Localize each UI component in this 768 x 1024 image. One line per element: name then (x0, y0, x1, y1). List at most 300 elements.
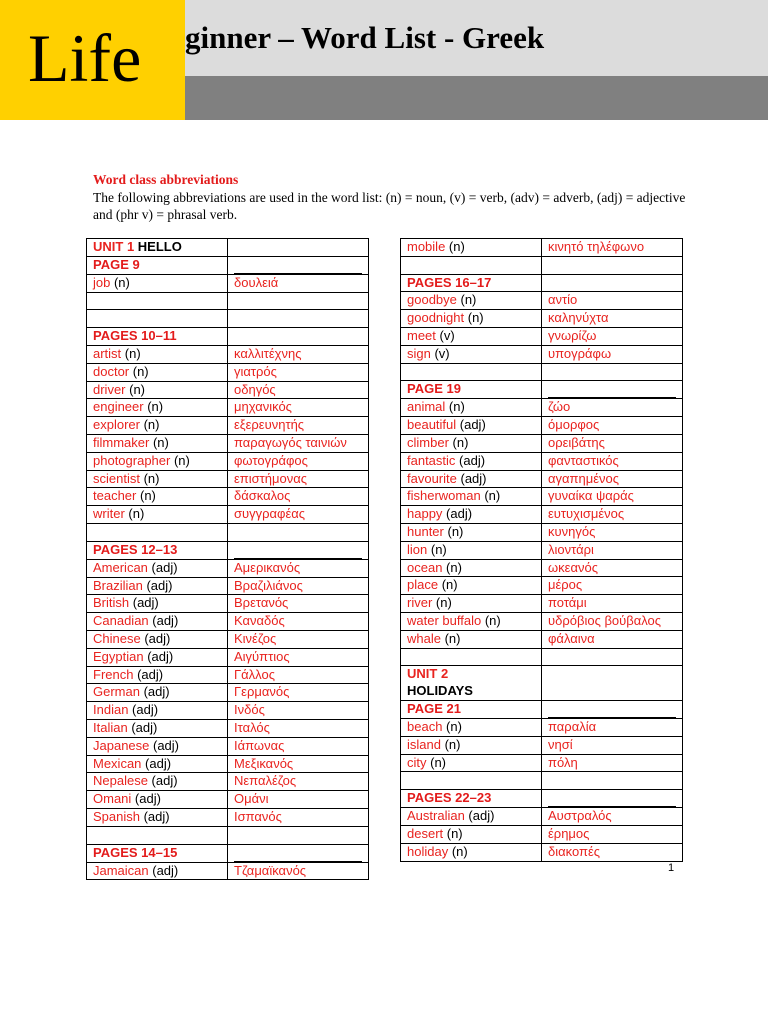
greek-translation: Τζαμαϊκανός (234, 862, 307, 878)
word-class: (n) (456, 292, 477, 308)
translation-cell (228, 684, 369, 702)
english-word: French (93, 666, 134, 682)
english-word: favourite (407, 470, 457, 486)
table-row (401, 488, 683, 506)
table-row (401, 310, 683, 328)
table-row (87, 363, 369, 381)
term-cell (87, 292, 228, 310)
word-class: (n) (438, 577, 458, 593)
greek-translation: Ιάπωνας (234, 737, 285, 753)
term-cell (401, 595, 542, 613)
table-row (87, 719, 369, 737)
term-cell (401, 772, 542, 790)
translation-cell (228, 862, 369, 880)
translation-cell (542, 577, 683, 595)
term-cell (401, 381, 542, 399)
word-class: (v) (430, 345, 450, 361)
translation-cell (542, 256, 683, 274)
translation-cell (228, 702, 369, 720)
term-cell (87, 666, 228, 684)
greek-translation: Αμερικανός (234, 559, 301, 575)
greek-translation: Βραζιλιάνος (234, 577, 303, 593)
table-row (87, 666, 369, 684)
term-cell (401, 523, 542, 541)
translation-cell (542, 700, 683, 718)
word-table-left (86, 238, 369, 880)
greek-translation: διακοπές (548, 843, 601, 859)
word-class: (adj) (143, 648, 174, 664)
translation-cell (228, 363, 369, 381)
english-word: writer (93, 506, 125, 522)
table-row (87, 630, 369, 648)
term-cell (401, 488, 542, 506)
page-number: 1 (668, 862, 675, 874)
underline (548, 790, 676, 807)
english-word: Jamaican (93, 862, 149, 878)
term-cell (87, 773, 228, 791)
translation-cell (542, 630, 683, 648)
term-cell (401, 577, 542, 595)
greek-translation: έρημος (548, 825, 590, 841)
translation-cell (228, 826, 369, 844)
word-class: (adj) (464, 808, 495, 824)
greek-translation: υπογράφω (548, 345, 612, 361)
greek-translation: αγαπημένος (548, 470, 620, 486)
word-class: (n) (464, 310, 484, 326)
table-row (401, 790, 683, 808)
term-cell (401, 363, 542, 381)
word-class: (adj) (442, 506, 473, 522)
greek-translation: επιστήμονας (234, 470, 308, 486)
term-cell (87, 452, 228, 470)
word-class: (n) (440, 630, 461, 646)
translation-cell (542, 559, 683, 577)
greek-translation: καληνύχτα (548, 310, 609, 326)
term-cell (87, 844, 228, 862)
table-row (401, 239, 683, 257)
greek-translation: ορειβάτης (548, 434, 605, 450)
term-cell (87, 791, 228, 809)
word-class: (n) (442, 559, 462, 575)
word-class: (adj) (131, 791, 161, 807)
term-cell (401, 434, 542, 452)
english-word: explorer (93, 417, 140, 433)
greek-translation: γνωρίζω (548, 327, 597, 343)
translation-cell (228, 417, 369, 435)
english-word: beautiful (407, 417, 457, 433)
table-row (401, 363, 683, 381)
term-cell (87, 274, 228, 292)
english-word: artist (93, 345, 122, 361)
english-word: island (407, 736, 441, 752)
translation-cell (228, 381, 369, 399)
word-class: (n) (149, 434, 169, 450)
word-class: (adj) (129, 595, 159, 611)
term-cell (87, 862, 228, 880)
table-row (401, 630, 683, 648)
translation-cell (542, 825, 683, 843)
translation-cell (542, 274, 683, 292)
underline (234, 845, 362, 862)
term-cell (87, 239, 228, 257)
term-cell (401, 417, 542, 435)
underline (548, 701, 676, 718)
underline (548, 381, 676, 398)
table-row (401, 452, 683, 470)
english-word: British (93, 595, 130, 611)
table-row (401, 327, 683, 345)
word-class: (adj) (456, 417, 486, 433)
translation-cell (542, 595, 683, 613)
word-class: (n) (136, 488, 156, 504)
english-word: lion (407, 541, 428, 557)
word-class: (n) (480, 488, 501, 504)
table-row (87, 791, 369, 809)
page-heading: PAGES 22–23 (407, 790, 492, 806)
word-class: (n) (448, 434, 469, 450)
term-cell (401, 274, 542, 292)
english-word: German (93, 684, 140, 700)
table-row (401, 808, 683, 826)
word-class: (adj) (142, 577, 173, 593)
greek-translation: δάσκαλος (234, 488, 291, 504)
table-row (401, 434, 683, 452)
word-class: (n) (481, 612, 501, 628)
term-cell (87, 434, 228, 452)
table-row (401, 772, 683, 790)
translation-cell (542, 239, 683, 257)
table-row (87, 577, 369, 595)
word-class: (v) (435, 327, 455, 343)
table-row (87, 595, 369, 613)
translation-cell (542, 363, 683, 381)
translation-cell (228, 737, 369, 755)
translation-cell (228, 577, 369, 595)
translation-cell (228, 310, 369, 328)
translation-cell (228, 541, 369, 559)
term-cell (401, 345, 542, 363)
term-cell (401, 808, 542, 826)
english-word: filmmaker (93, 434, 150, 450)
word-class: (adj) (147, 559, 178, 575)
table-row (87, 239, 369, 257)
table-row (401, 754, 683, 772)
translation-cell (542, 434, 683, 452)
translation-cell (228, 719, 369, 737)
term-cell (87, 737, 228, 755)
term-cell (87, 702, 228, 720)
translation-cell (542, 381, 683, 399)
term-cell (87, 630, 228, 648)
table-row (87, 506, 369, 524)
greek-translation: κινητό τηλέφωνο (548, 239, 645, 254)
table-row (401, 381, 683, 399)
word-class: (n) (110, 274, 130, 290)
greek-translation: νησί (548, 736, 573, 752)
term-cell (401, 239, 542, 257)
table-row (87, 541, 369, 559)
word-class: (n) (443, 523, 464, 539)
term-cell (87, 399, 228, 417)
term-cell (87, 523, 228, 541)
word-class: (n) (448, 843, 468, 859)
table-row (87, 328, 369, 346)
table-row (87, 470, 369, 488)
term-cell (87, 345, 228, 363)
term-cell (87, 381, 228, 399)
term-cell (87, 559, 228, 577)
underline (234, 542, 362, 559)
greek-translation: Ινδός (234, 702, 265, 718)
translation-cell (228, 399, 369, 417)
translation-cell (228, 595, 369, 613)
word-class: (n) (139, 417, 160, 433)
translation-cell (542, 506, 683, 524)
translation-cell (542, 736, 683, 754)
greek-translation: γυναίκα ψαράς (548, 488, 634, 504)
greek-translation: ωκεανός (548, 559, 598, 575)
word-class: (n) (125, 381, 146, 397)
table-row (401, 292, 683, 310)
translation-cell (542, 310, 683, 328)
term-cell (401, 736, 542, 754)
translation-cell (228, 630, 369, 648)
translation-cell (228, 808, 369, 826)
term-cell (87, 826, 228, 844)
translation-cell (542, 808, 683, 826)
english-word: Nepalese (93, 773, 148, 789)
english-word: happy (407, 506, 443, 522)
translation-cell (542, 666, 683, 701)
greek-translation: Νεπαλέζος (234, 773, 297, 789)
table-row (401, 417, 683, 435)
word-class: (n) (124, 506, 145, 522)
word-class: (adj) (141, 755, 172, 771)
term-cell (87, 506, 228, 524)
abbreviations-text: The following abbreviations are used in the word list: (n) = noun, (v) = verb, (adv) = adverb, (adj) = adjective and (phr v) = phrasal verb. (93, 190, 686, 222)
table-row (87, 417, 369, 435)
logo-text: Life (28, 20, 142, 96)
term-cell (401, 292, 542, 310)
translation-cell (542, 541, 683, 559)
table-row (401, 612, 683, 630)
term-cell (87, 808, 228, 826)
translation-cell (542, 399, 683, 417)
table-row (401, 595, 683, 613)
table-row (401, 399, 683, 417)
underline (234, 257, 362, 274)
greek-translation: Αιγύπτιος (234, 648, 290, 664)
translation-cell (228, 452, 369, 470)
english-word: climber (407, 434, 449, 450)
table-row (401, 470, 683, 488)
term-cell (401, 399, 542, 417)
translation-cell (228, 844, 369, 862)
word-table-right (400, 238, 683, 862)
life-logo (0, 0, 185, 120)
word-class: (n) (443, 825, 463, 841)
term-cell (401, 541, 542, 559)
english-word: hunter (407, 523, 444, 539)
greek-translation: δουλειά (234, 274, 279, 290)
greek-translation: παραγωγός ταινιών (234, 434, 347, 450)
greek-translation: πόλη (548, 754, 578, 770)
english-word: meet (407, 327, 436, 343)
table-row (401, 825, 683, 843)
translation-cell (228, 239, 369, 257)
term-cell (87, 363, 228, 381)
word-class: (n) (143, 399, 164, 415)
table-row (87, 256, 369, 274)
page-heading: PAGE 9 (93, 256, 140, 272)
word-class: (adj) (139, 684, 170, 700)
term-cell (401, 630, 542, 648)
translation-cell (542, 345, 683, 363)
translation-cell (228, 648, 369, 666)
greek-translation: οδηγός (234, 381, 276, 397)
greek-translation: Κινέζος (234, 630, 277, 646)
page-heading: PAGE 19 (407, 381, 461, 397)
table-row (87, 274, 369, 292)
translation-cell (228, 506, 369, 524)
word-class: (adj) (148, 613, 179, 629)
table-row (87, 613, 369, 631)
word-class: (adj) (133, 666, 164, 682)
english-word: job (93, 274, 111, 290)
translation-cell (542, 772, 683, 790)
english-word: water buffalo (407, 612, 482, 628)
translation-cell (542, 843, 683, 861)
translation-cell (542, 452, 683, 470)
table-row (87, 862, 369, 880)
unit-number: UNIT 2 (407, 666, 449, 682)
table-row (87, 702, 369, 720)
unit-title: HOLIDAYS (407, 683, 473, 699)
english-word: Japanese (93, 737, 150, 753)
english-word: city (407, 754, 427, 770)
english-word: river (407, 595, 433, 611)
term-cell (87, 541, 228, 559)
translation-cell (228, 256, 369, 274)
translation-cell (542, 292, 683, 310)
greek-translation: μέρος (548, 577, 583, 593)
unit-number: UNIT 1 (93, 239, 135, 254)
word-class: (adj) (127, 719, 158, 735)
table-row (87, 345, 369, 363)
word-class: (adj) (148, 862, 179, 878)
table-row (87, 559, 369, 577)
greek-translation: εξερευνητής (234, 417, 305, 433)
term-cell (87, 488, 228, 506)
english-word: driver (93, 381, 126, 397)
translation-cell (542, 470, 683, 488)
table-row (87, 292, 369, 310)
translation-cell (542, 718, 683, 736)
term-cell (87, 417, 228, 435)
word-class: (n) (170, 452, 190, 468)
english-word: goodbye (407, 292, 457, 308)
table-row (87, 737, 369, 755)
table-row (87, 826, 369, 844)
term-cell (87, 719, 228, 737)
translation-cell (228, 791, 369, 809)
english-word: teacher (93, 488, 137, 504)
english-word: engineer (93, 399, 144, 415)
greek-translation: μηχανικός (234, 399, 292, 415)
greek-translation: φωτογράφος (234, 452, 308, 468)
term-cell (87, 577, 228, 595)
word-class: (n) (129, 363, 149, 379)
greek-translation: Μεξικανός (234, 755, 294, 771)
term-cell (401, 790, 542, 808)
word-class: (n) (139, 470, 160, 486)
english-word: mobile (407, 239, 446, 254)
word-class: (n) (440, 736, 461, 752)
term-cell (401, 452, 542, 470)
english-word: photographer (93, 452, 171, 468)
term-cell (87, 684, 228, 702)
term-cell (401, 327, 542, 345)
translation-cell (228, 274, 369, 292)
greek-translation: φάλαινα (548, 630, 595, 646)
term-cell (401, 256, 542, 274)
greek-translation: συγγραφέας (234, 506, 306, 522)
word-class: (n) (442, 718, 462, 734)
translation-cell (228, 666, 369, 684)
english-word: whale (407, 630, 441, 646)
english-word: scientist (93, 470, 140, 486)
table-row (401, 274, 683, 292)
word-class: (adj) (139, 808, 170, 824)
page-heading: PAGES 12–13 (93, 541, 178, 557)
translation-cell (228, 613, 369, 631)
unit-title: HELLO (134, 239, 182, 254)
table-row (401, 736, 683, 754)
term-cell (401, 825, 542, 843)
english-word: Brazilian (93, 577, 143, 593)
table-row (87, 684, 369, 702)
english-word: beach (407, 718, 443, 734)
table-row (401, 700, 683, 718)
translation-cell (228, 559, 369, 577)
word-class: (n) (121, 345, 141, 361)
english-word: animal (407, 399, 446, 415)
term-cell (87, 755, 228, 773)
table-row (87, 844, 369, 862)
translation-cell (542, 754, 683, 772)
word-class: (adj) (147, 773, 178, 789)
greek-translation: γιατρός (234, 363, 277, 379)
greek-translation: ποτάμι (548, 595, 587, 611)
greek-translation: παραλία (548, 718, 597, 734)
table-row (401, 345, 683, 363)
table-row (87, 648, 369, 666)
greek-translation: Βρετανός (234, 595, 289, 611)
translation-cell (228, 523, 369, 541)
translation-cell (542, 417, 683, 435)
table-row (87, 808, 369, 826)
word-class: (n) (445, 399, 465, 415)
word-class: (adj) (455, 452, 486, 468)
term-cell (87, 470, 228, 488)
english-word: desert (407, 825, 444, 841)
translation-cell (542, 648, 683, 666)
table-row (87, 773, 369, 791)
english-word: Omani (93, 791, 132, 807)
translation-cell (542, 488, 683, 506)
table-row (401, 577, 683, 595)
english-word: doctor (93, 363, 130, 379)
